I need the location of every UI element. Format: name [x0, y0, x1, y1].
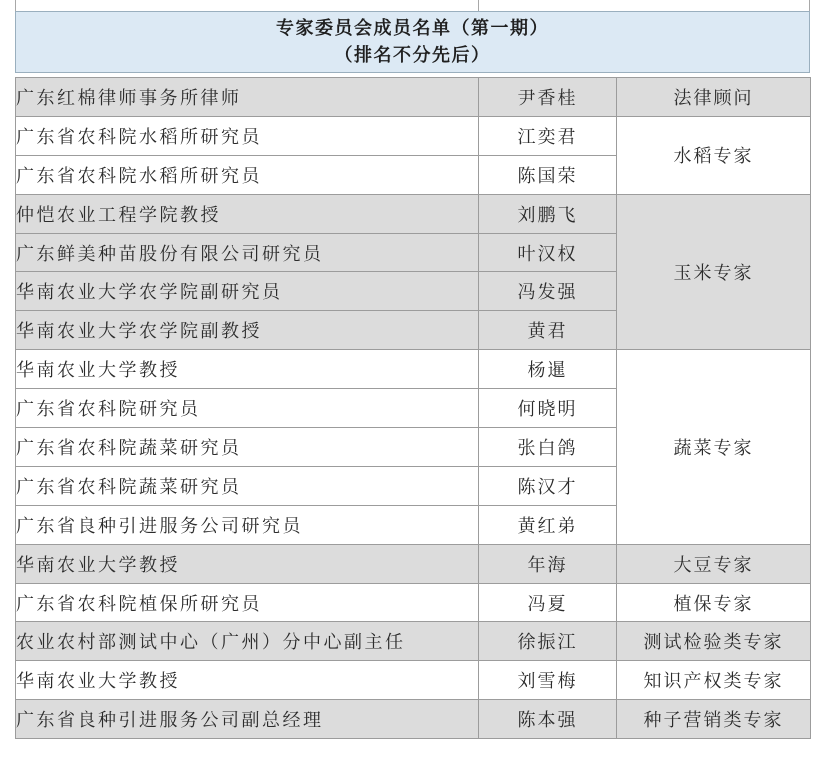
affiliation-cell: 仲恺农业工程学院教授: [16, 194, 479, 233]
table-row: [16, 78, 811, 117]
category-cell: 法律顾问: [617, 78, 811, 117]
affiliation-cell: 华南农业大学教授: [16, 544, 479, 583]
name-cell: 叶汉权: [479, 233, 617, 272]
members-table: [15, 77, 811, 739]
table-row: [16, 583, 811, 622]
name-cell: 黄红弟: [479, 505, 617, 544]
table-row: [16, 544, 811, 583]
name-cell: 陈汉才: [479, 466, 617, 505]
affiliation-cell: 广东省良种引进服务公司研究员: [16, 505, 479, 544]
name-cell: 陈本强: [479, 700, 617, 739]
affiliation-cell: 华南农业大学农学院副研究员: [16, 272, 479, 311]
table-title-header: [15, 11, 810, 73]
category-cell: 种子营销类专家: [617, 700, 811, 739]
affiliation-cell: 广东红棉律师事务所律师: [16, 78, 479, 117]
name-cell: 刘鹏飞: [479, 194, 617, 233]
category-cell: 植保专家: [617, 583, 811, 622]
name-cell: 冯夏: [479, 583, 617, 622]
table-row: [16, 350, 811, 389]
category-cell: 知识产权类专家: [617, 661, 811, 700]
name-cell: 刘雪梅: [479, 661, 617, 700]
name-cell: 黄君: [479, 311, 617, 350]
name-cell: 冯发强: [479, 272, 617, 311]
name-cell: 陈国荣: [479, 155, 617, 194]
name-cell: 张白鸽: [479, 428, 617, 467]
members-table-container: [15, 77, 811, 739]
name-cell: 何晓明: [479, 389, 617, 428]
cropped-row-border-left: [15, 0, 16, 11]
affiliation-cell: 广东省农科院植保所研究员: [16, 583, 479, 622]
table-row: [16, 700, 811, 739]
name-cell: 杨暹: [479, 350, 617, 389]
name-cell: 江奕君: [479, 116, 617, 155]
category-cell: 水稻专家: [617, 116, 811, 194]
affiliation-cell: 广东省良种引进服务公司副总经理: [16, 700, 479, 739]
cropped-row-border-middle: [478, 0, 479, 11]
affiliation-cell: 华南农业大学农学院副教授: [16, 311, 479, 350]
category-cell: 测试检验类专家: [617, 622, 811, 661]
name-cell: 年海: [479, 544, 617, 583]
affiliation-cell: 农业农村部测试中心（广州）分中心副主任: [16, 622, 479, 661]
affiliation-cell: 华南农业大学教授: [16, 350, 479, 389]
category-cell: 玉米专家: [617, 194, 811, 350]
affiliation-cell: 华南农业大学教授: [16, 661, 479, 700]
affiliation-cell: 广东省农科院蔬菜研究员: [16, 466, 479, 505]
category-cell: 大豆专家: [617, 544, 811, 583]
name-cell: 徐振江: [479, 622, 617, 661]
category-cell: 蔬菜专家: [617, 350, 811, 544]
affiliation-cell: 广东鲜美种苗股份有限公司研究员: [16, 233, 479, 272]
table-row: [16, 116, 811, 155]
table-row: [16, 622, 811, 661]
table-row: [16, 661, 811, 700]
title-line-1: 专家委员会成员名单（第一期）: [276, 18, 549, 38]
affiliation-cell: 广东省农科院水稻所研究员: [16, 116, 479, 155]
cropped-row-border-right: [809, 0, 810, 11]
affiliation-cell: 广东省农科院蔬菜研究员: [16, 428, 479, 467]
title-line-2: （排名不分先后）: [334, 45, 491, 65]
name-cell: 尹香桂: [479, 78, 617, 117]
affiliation-cell: 广东省农科院研究员: [16, 389, 479, 428]
table-row: [16, 194, 811, 233]
affiliation-cell: 广东省农科院水稻所研究员: [16, 155, 479, 194]
